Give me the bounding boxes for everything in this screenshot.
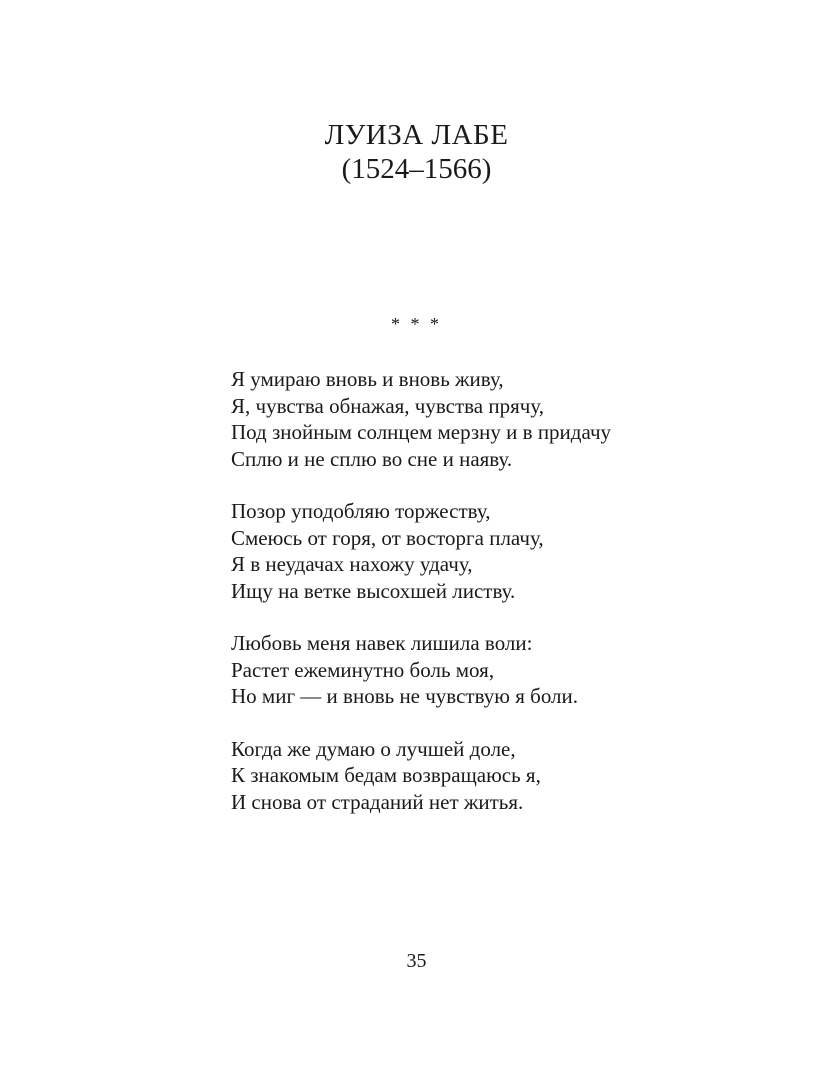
- poem-line: Растет ежеминутно боль моя,: [231, 657, 495, 682]
- stanza-3: [231, 630, 791, 710]
- asterism-divider: * * *: [391, 314, 442, 334]
- poem-line: Смеюсь от горя, от восторга плачу,: [231, 525, 544, 550]
- poem-line: Я в неудачах нахожу удачу,: [231, 552, 473, 576]
- poem-line: Под знойным солнцем мерзну и в придачу: [231, 420, 612, 444]
- poem-line: Я, чувства обнажая, чувства прячу,: [231, 393, 544, 418]
- poem-line: Ищу на ветке высохшей листву.: [231, 578, 516, 603]
- stanza-2: [231, 498, 791, 604]
- poem-heading: [0, 118, 833, 186]
- author-dates: (1524–1566): [341, 153, 492, 185]
- page-number: 35: [406, 950, 427, 972]
- poem-line: Я умираю вновь и вновь живу,: [231, 367, 504, 391]
- poem-line: Позор уподобляю торжеству,: [231, 499, 491, 523]
- poem-line: К знакомым бедам возвращаюсь я,: [231, 763, 541, 787]
- poem-line: Когда же думаю о лучшей доле,: [231, 736, 516, 761]
- stanza-4: [231, 736, 791, 816]
- poem-line: Сплю и не сплю во сне и наяву.: [231, 446, 513, 471]
- stanza-1: [231, 366, 791, 472]
- poem-line: И снова от страданий нет житья.: [231, 789, 524, 814]
- poem-body: [231, 366, 791, 841]
- poem-line: Но миг — и вновь не чувствую я боли.: [231, 684, 579, 708]
- author-name: ЛУИЗА ЛАБЕ: [324, 119, 509, 151]
- poem-line: Любовь меня навек лишила воли:: [231, 631, 533, 655]
